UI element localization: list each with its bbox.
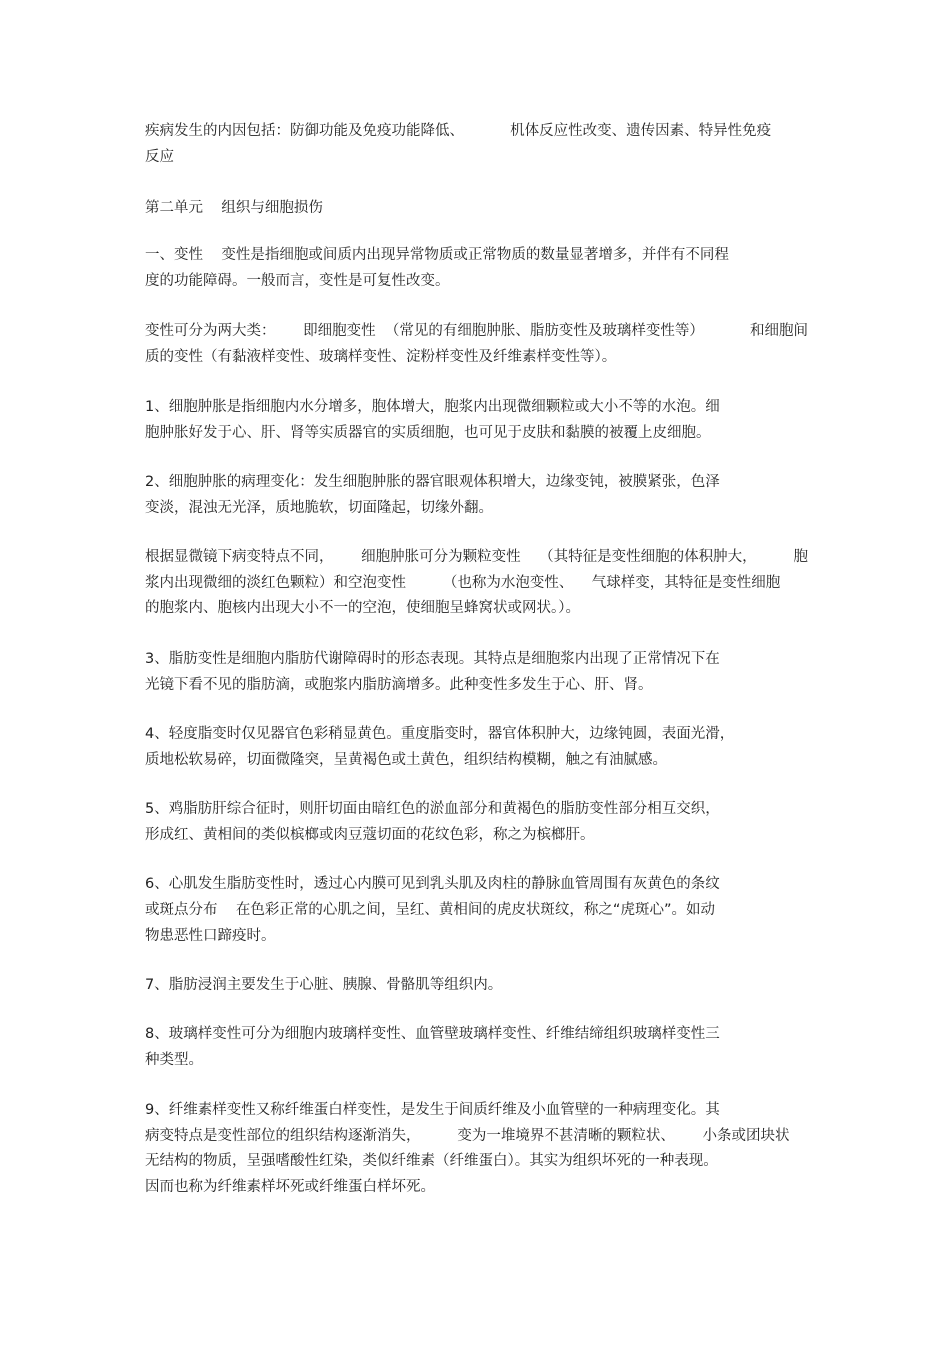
text-line: 或斑点分布 在色彩正常的心肌之间，呈红、黄相间的虎皮状斑纹，称之“虎斑心”。如动 bbox=[145, 902, 715, 918]
text-line: 质地松软易碎，切面微隆突，呈黄褐色或土黄色，组织结构模糊，触之有油腻感。 bbox=[145, 752, 667, 768]
section-heading: 第二单元 组织与细胞损伤 bbox=[145, 200, 323, 216]
text-line: 8、玻璃样变性可分为细胞内玻璃样变性、血管壁玻璃样变性、纤维结缔组织玻璃样变性三 bbox=[145, 1026, 720, 1042]
text-line: 因而也称为纤维素样坏死或纤维蛋白样坏死。 bbox=[145, 1179, 435, 1195]
text-line: 浆内出现微细的淡红色颗粒）和空泡变性 （也称为水泡变性、 气球样变，其特征是变性细胞 bbox=[145, 575, 781, 591]
text-line: 变性可分为两大类： 即细胞变性 （常见的有细胞肿胀、脂肪变性及玻璃样变性等） 和细胞间 bbox=[145, 323, 808, 339]
text-line: 物患恶性口蹄疫时。 bbox=[145, 928, 276, 944]
text-line: 7、脂肪浸润主要发生于心脏、胰腺、骨骼肌等组织内。 bbox=[145, 977, 503, 993]
text-line: 疾病发生的内因包括：防御功能及免疫功能降低、 机体反应性改变、遗传因素、特异性免疫 bbox=[145, 123, 772, 139]
text-line: 质的变性（有黏液样变性、玻璃样变性、淀粉样变性及纤维素样变性等）。 bbox=[145, 349, 617, 365]
text-line: 变淡，混浊无光泽，质地脆软，切面隆起，切缘外翻。 bbox=[145, 500, 493, 516]
text-line: 6、心肌发生脂肪变性时，透过心内膜可见到乳头肌及肉柱的静脉血管周围有灰黄色的条纹 bbox=[145, 876, 720, 892]
text-line: 1、细胞肿胀是指细胞内水分增多，胞体增大，胞浆内出现微细颗粒或大小不等的水泡。细 bbox=[145, 399, 720, 415]
text-line: 3、脂肪变性是细胞内脂肪代谢障碍时的形态表现。其特点是细胞浆内出现了正常情况下在 bbox=[145, 651, 720, 667]
text-line: 种类型。 bbox=[145, 1052, 203, 1068]
text-line: 无结构的物质，呈强嗜酸性红染，类似纤维素（纤维蛋白）。其实为组织坏死的一种表现。 bbox=[145, 1153, 718, 1169]
text-line: 根据显微镜下病变特点不同， 细胞肿胀可分为颗粒变性 （其特征是变性细胞的体积肿大， 胞 bbox=[145, 549, 808, 565]
text-line: 度的功能障碍。一般而言，变性是可复性改变。 bbox=[145, 273, 450, 289]
text-line: 胞肿胀好发于心、肝、肾等实质器官的实质细胞，也可见于皮肤和黏膜的被覆上皮细胞。 bbox=[145, 425, 711, 441]
text-line: 病变特点是变性部位的组织结构逐渐消失， 变为一堆境界不甚清晰的颗粒状、 小条或团块状 bbox=[145, 1128, 790, 1144]
text-line: 2、细胞肿胀的病理变化：发生细胞肿胀的器官眼观体积增大，边缘变钝，被膜紧张，色泽 bbox=[145, 474, 720, 490]
text-line: 4、轻度脂变时仅见器官色彩稍显黄色。重度脂变时，器官体积肿大，边缘钝圆，表面光滑， bbox=[145, 726, 735, 742]
text-line: 的胞浆内、胞核内出现大小不一的空泡，使细胞呈蜂窝状或网状。）。 bbox=[145, 600, 580, 616]
text-line: 光镜下看不见的脂肪滴，或胞浆内脂肪滴增多。此种变性多发生于心、肝、肾。 bbox=[145, 677, 653, 693]
text-line: 5、鸡脂肪肝综合征时，则肝切面由暗红色的淤血部分和黄褐色的脂肪变性部分相互交织， bbox=[145, 801, 720, 817]
text-line: 9、纤维素样变性又称纤维蛋白样变性，是发生于间质纤维及小血管壁的一种病理变化。其 bbox=[145, 1102, 720, 1118]
text-line: 反应 bbox=[145, 149, 174, 165]
text-line: 形成红、黄相间的类似槟榔或肉豆蔻切面的花纹色彩，称之为槟榔肝。 bbox=[145, 827, 595, 843]
text-line: 一、变性 变性是指细胞或间质内出现异常物质或正常物质的数量显著增多，并伴有不同程 bbox=[145, 247, 729, 263]
